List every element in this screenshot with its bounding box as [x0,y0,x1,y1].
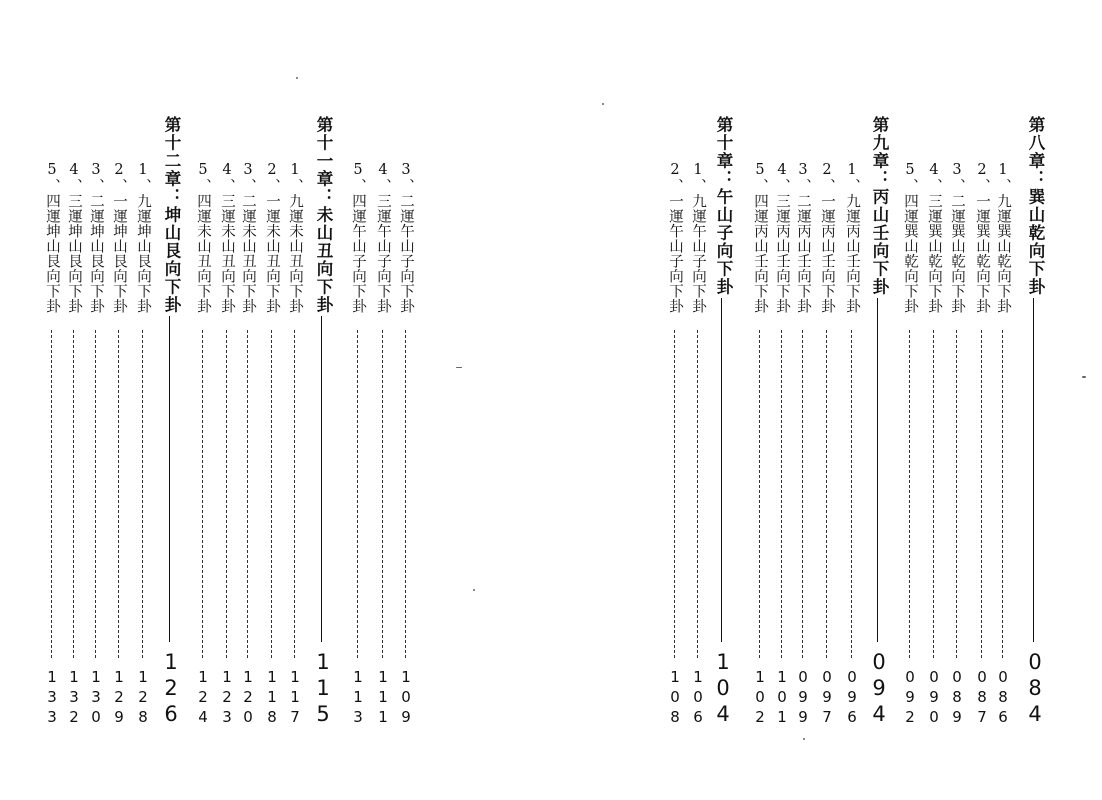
toc-chapter-heading [311,110,335,728]
entry-title: 3、二運午山子向下卦 [398,162,414,314]
toc-entry [237,110,259,728]
dotted-leader [405,330,406,658]
toc-entry [971,110,993,728]
entry-title: 4、三運午山子向下卦 [375,162,391,314]
entry-title: 5、四運巽山乾向下卦 [902,162,918,314]
page-number: 115 [311,650,335,728]
chapter-title: 第八章：巽山乾向下卦 [1026,116,1045,296]
toc-entry [992,110,1014,728]
page-number: 124 [194,668,212,728]
dotted-leader [759,330,760,658]
entry-title: 4、三運坤山艮向下卦 [66,162,82,314]
page-number: 120 [239,668,257,728]
dotted-leader [851,330,852,658]
toc-entry [792,110,814,728]
page-number: 094 [867,650,891,728]
entry-title: 1、九運午山子向下卦 [690,162,706,314]
entry-title: 4、三運丙山壬向下卦 [774,162,790,314]
chapter-title: 第十一章：未山丑向下卦 [314,116,333,314]
toc-chapter-heading [159,110,183,728]
dotted-leader [73,330,74,658]
toc-entry [63,110,85,728]
leader-line [721,298,722,642]
toc-entry [395,110,417,728]
dotted-leader [826,330,827,658]
entry-title: 5、四運坤山艮向下卦 [44,162,60,314]
page-number: 087 [973,668,991,728]
dotted-leader [382,330,383,658]
toc-entry [284,110,306,728]
toc-entry [216,110,238,728]
scan-speck [456,367,462,368]
dotted-leader [956,330,957,658]
toc-chapter-heading [1023,110,1047,728]
dotted-leader [142,330,143,658]
entry-title: 2、一運午山子向下卦 [667,162,683,314]
chapter-title: 第九章：丙山壬向下卦 [870,116,889,296]
dotted-leader [202,330,203,658]
toc-entry [132,110,154,728]
entry-title: 1、九運巽山乾向下卦 [995,162,1011,314]
toc-entry [85,110,107,728]
dotted-leader [51,330,52,658]
toc-entry [749,110,771,728]
page-number: 132 [65,668,83,728]
entry-title: 4、三運巽山乾向下卦 [926,162,942,314]
toc-entry [923,110,945,728]
page-number: 129 [110,668,128,728]
dotted-leader [933,330,934,658]
dotted-leader [1002,330,1003,658]
leader-line [877,298,878,642]
page-number: 086 [994,668,1012,728]
page-number: 126 [159,650,183,728]
leader-line [169,316,170,642]
entry-title: 3、二運巽山乾向下卦 [949,162,965,314]
page-number: 123 [218,668,236,728]
scan-speck [473,589,475,591]
page-number: 113 [349,668,367,728]
toc-entry [816,110,838,728]
entry-title: 5、四運丙山壬向下卦 [752,162,768,314]
toc-entry [108,110,130,728]
toc-entry [841,110,863,728]
toc-entry [687,110,709,728]
entry-title: 3、二運丙山壬向下卦 [795,162,811,314]
dotted-leader [781,330,782,658]
toc-entry [41,110,63,728]
entry-title: 2、一運巽山乾向下卦 [974,162,990,314]
page-number: 084 [1023,650,1047,728]
entry-title: 5、四運午山子向下卦 [350,162,366,314]
page-number: 090 [925,668,943,728]
scan-speck [296,77,298,79]
dotted-leader [226,330,227,658]
entry-title: 1、九運丙山壬向下卦 [844,162,860,314]
toc-entry [192,110,214,728]
page-number: 101 [773,668,791,728]
entry-title: 2、一運丙山壬向下卦 [819,162,835,314]
toc-entry [261,110,283,728]
dotted-leader [271,330,272,658]
page-number: 092 [901,668,919,728]
entry-title: 3、二運未山丑向下卦 [240,162,256,314]
page-number: 096 [843,668,861,728]
page-number: 109 [397,668,415,728]
chapter-title: 第十章：午山子向下卦 [714,116,733,296]
page-number: 118 [263,668,281,728]
leader-line [1033,298,1034,642]
scan-speck [803,738,805,740]
toc-chapter-heading [711,110,735,728]
page-number: 102 [751,668,769,728]
dotted-leader [909,330,910,658]
page-number: 097 [818,668,836,728]
dotted-leader [294,330,295,658]
toc-entry [899,110,921,728]
dotted-leader [981,330,982,658]
toc-entry [946,110,968,728]
chapter-title: 第十二章：坤山艮向下卦 [162,116,181,314]
page-number: 133 [43,668,61,728]
page-number: 130 [87,668,105,728]
dotted-leader [118,330,119,658]
toc-chapter-heading [867,110,891,728]
page-number: 104 [711,650,735,728]
page-number: 111 [374,668,392,728]
dotted-leader [357,330,358,658]
page-number: 089 [948,668,966,728]
dotted-leader [697,330,698,658]
dotted-leader [674,330,675,658]
leader-line [321,316,322,642]
scan-speck [602,103,604,105]
entry-title: 2、一運坤山艮向下卦 [111,162,127,314]
toc-entry [372,110,394,728]
dotted-leader [247,330,248,658]
toc-entry [664,110,686,728]
entry-title: 5、四運未山丑向下卦 [195,162,211,314]
page-number: 108 [666,668,684,728]
page-number: 117 [286,668,304,728]
entry-title: 3、二運坤山艮向下卦 [88,162,104,314]
right-page [551,0,1102,800]
entry-title: 4、三運未山丑向下卦 [219,162,235,314]
dotted-leader [802,330,803,658]
page-number: 099 [794,668,812,728]
entry-title: 2、一運未山丑向下卦 [264,162,280,314]
entry-title: 1、九運坤山艮向下卦 [135,162,151,314]
page-number: 106 [689,668,707,728]
toc-entry [347,110,369,728]
page-number: 128 [134,668,152,728]
entry-title: 1、九運未山丑向下卦 [287,162,303,314]
dotted-leader [95,330,96,658]
scan-speck [1082,376,1086,378]
toc-entry [771,110,793,728]
